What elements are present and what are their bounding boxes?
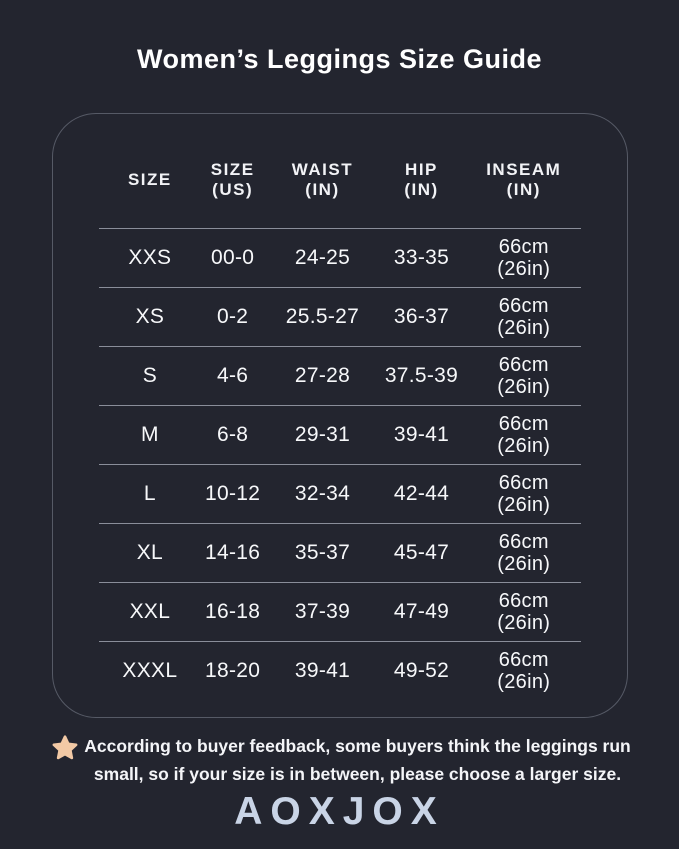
cell-waist: 37-39 xyxy=(294,600,351,623)
cell-size: S xyxy=(142,364,158,387)
header-waist: WAIST (IN) xyxy=(291,160,354,199)
header-inseam: INSEAM (IN) xyxy=(486,160,562,199)
cell-hip: 36-37 xyxy=(393,305,450,328)
cell-inseam: 66cm (26in) xyxy=(497,413,551,457)
cell-hip: 47-49 xyxy=(393,600,450,623)
brand-logo: AOXJOX xyxy=(234,790,445,833)
cell-hip: 39-41 xyxy=(393,423,450,446)
note-line-1: According to buyer feedback, some buyers think the leggings run xyxy=(84,736,631,756)
cell-waist: 25.5-27 xyxy=(285,305,360,328)
cell-hip: 45-47 xyxy=(393,541,450,564)
cell-size-us: 00-0 xyxy=(211,246,255,269)
cell-size: XXXL xyxy=(122,659,178,682)
cell-size: M xyxy=(140,423,159,446)
table-row xyxy=(53,347,627,405)
cell-inseam: 66cm (26in) xyxy=(497,531,551,575)
cell-inseam: 66cm (26in) xyxy=(497,472,551,516)
buyer-feedback-note xyxy=(0,733,679,788)
table-row xyxy=(53,524,627,582)
cell-size-us: 10-12 xyxy=(205,482,261,505)
cell-inseam: 66cm (26in) xyxy=(497,236,551,280)
table-header-row xyxy=(53,114,627,228)
table-row xyxy=(53,229,627,287)
cell-size-us: 16-18 xyxy=(205,600,261,623)
cell-hip: 42-44 xyxy=(393,482,450,505)
cell-size-us: 6-8 xyxy=(217,423,249,446)
cell-size-us: 18-20 xyxy=(205,659,261,682)
cell-inseam: 66cm (26in) xyxy=(497,354,551,398)
note-line-2: small, so if your size is in between, please choose a larger size. xyxy=(93,763,622,784)
cell-size: XL xyxy=(136,541,164,564)
cell-size: XXL xyxy=(129,600,171,623)
cell-waist: 32-34 xyxy=(294,482,351,505)
cell-waist: 29-31 xyxy=(294,423,351,446)
table-row xyxy=(53,288,627,346)
table-row xyxy=(53,406,627,464)
cell-hip: 49-52 xyxy=(393,659,450,682)
size-table-card xyxy=(52,113,628,718)
cell-hip: 37.5-39 xyxy=(384,364,459,387)
cell-hip: 33-35 xyxy=(393,246,450,269)
cell-inseam: 66cm (26in) xyxy=(497,649,551,693)
cell-size-us: 4-6 xyxy=(217,364,249,387)
cell-size-us: 14-16 xyxy=(205,541,261,564)
cell-waist: 35-37 xyxy=(294,541,351,564)
cell-inseam: 66cm (26in) xyxy=(497,590,551,634)
cell-inseam: 66cm (26in) xyxy=(497,295,551,339)
cell-size: L xyxy=(143,482,156,505)
cell-waist: 24-25 xyxy=(294,246,351,269)
header-size-us: SIZE (US) xyxy=(210,160,255,199)
page-title: Women’s Leggings Size Guide xyxy=(136,44,543,74)
table-row xyxy=(53,465,627,523)
table-row xyxy=(53,642,627,700)
table-row xyxy=(53,583,627,641)
cell-waist: 39-41 xyxy=(294,659,351,682)
cell-size: XS xyxy=(135,305,165,328)
cell-waist: 27-28 xyxy=(294,364,351,387)
star-icon xyxy=(49,733,81,764)
cell-size-us: 0-2 xyxy=(217,305,249,328)
header-hip: HIP (IN) xyxy=(404,160,439,199)
cell-size: XXS xyxy=(128,246,172,269)
header-size: SIZE xyxy=(127,170,172,189)
